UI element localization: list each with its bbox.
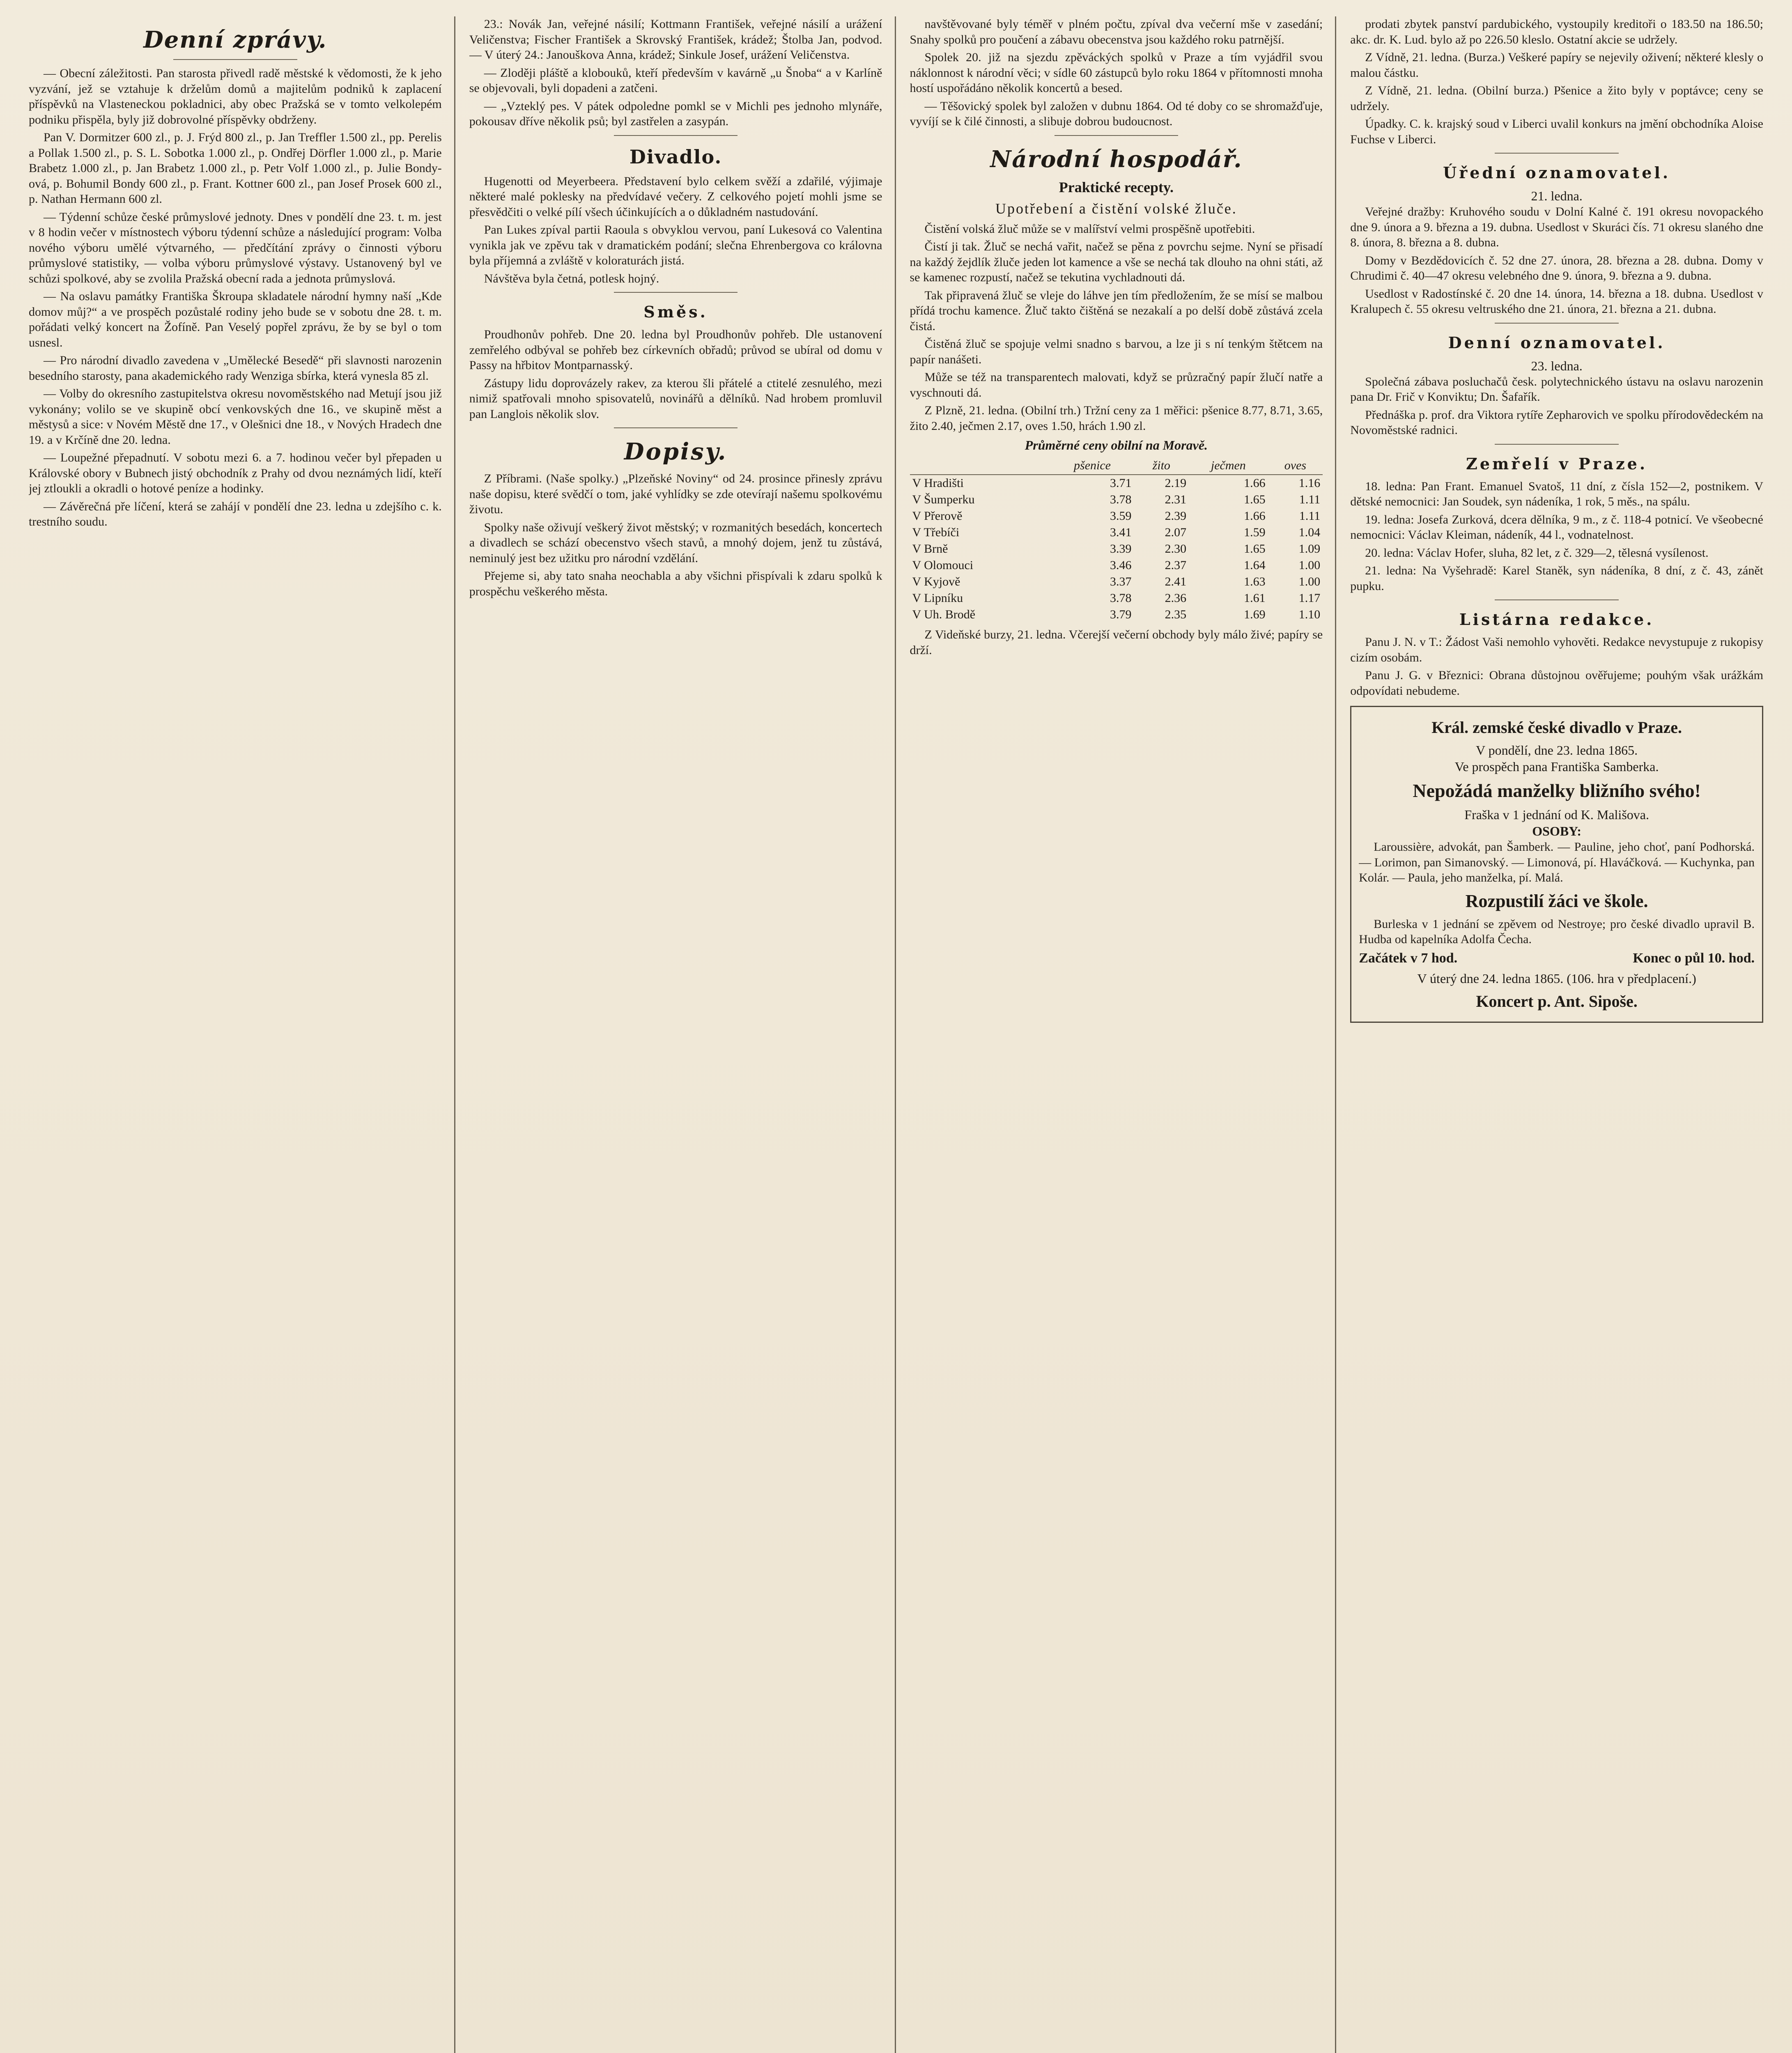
article-paragraph: — Závěrečná pře líčení, která se zahájí v pondělí dne 23. ledna u zdejšího c. k. trestního soudu.: [29, 499, 442, 528]
table-cell: V Lipníku: [912, 591, 963, 605]
obituary-entry: 19. ledna: Josefa Zurková, dcera dělníka, 9 m., z č. 118-4 potnicí. Ve všeobecné nemocnici: Václav Kleiman, nádeník, 44 l., vodnatelnost.: [1350, 512, 1763, 542]
divider: [614, 427, 738, 428]
table-cell: 2.07: [1165, 526, 1187, 539]
table-cell: V Třebíči: [912, 526, 960, 539]
article-paragraph: 23.: Novák Jan, veřejné násilí; Kottmann František, veřejné násilí a urážení Veličenstva; Fischer František a Skrovský František, krádež; Štolba Jan, podvod. — V úterý 24.: Janouškova Anna, krádež; Sinkule Josef, urážení Veličenstva.: [469, 17, 882, 62]
article-paragraph: Panu J. N. v T.: Žádost Vaši nemohlo vyhověti. Redakce nevystupuje z rukopisy cizím osobám.: [1350, 635, 1763, 664]
table-cell: 3.71: [1110, 476, 1132, 490]
table-header-cell: ječmen: [1189, 457, 1268, 475]
table-cell: V Brně: [912, 542, 948, 556]
article-paragraph: prodati zbytek panství pardubického, vystoupily kreditoři o 183.50 na 186.50; akc. dr. K. Lud. bylo až po 226.50 kleslo. Ostatní akcie se udržely.: [1350, 17, 1763, 46]
date-line: 21. ledna.: [1531, 188, 1583, 203]
table-row: [910, 590, 1323, 606]
article-paragraph: — Obecní záležitosti. Pan starosta přivedl radě městské k vědomosti, že k jeho vyzvání, jež se vztahuje k drželům domů a majitelům podniků k zaplacení příspěvků na Vlasteneckou pokladnici, aby obec Pražská se v tomto velkolepém podniku přispěla, byly již dobrovolné příspěvky obdrženy.: [29, 67, 442, 126]
article-paragraph: Proudhonův pohřeb. Dne 20. ledna byl Proudhonův pohřeb. Dle ustanovení zemřelého odbýval se pohřeb bez církevních obřadů; průvod se ubíral od domu v Passy na hřbitov Montparnasský.: [469, 328, 882, 372]
table-cell: 2.19: [1165, 476, 1187, 490]
table-cell: 1.69: [1244, 608, 1266, 621]
table-cell: 1.64: [1244, 558, 1266, 572]
divider: [1495, 444, 1619, 445]
table-cell: V Hradišti: [912, 476, 964, 490]
article-paragraph: — Volby do okresního zastupitelstva okresu novoměstského nad Metují jsou již vykonány; volilo se ve skupině obcí venkovských dne 16., ve skupině měst a městysů a sice: v Novém Městě dne 17., v Olešnici dne 18., v Nových Hradech dne 19. a v Krčíně dne 20. ledna.: [29, 387, 442, 447]
article-paragraph: Společná zábava posluchačů česk. polytechnického ústavu na oslavu narozenin pana Dr. Frič v Konviktu; Dn. Šafařík.: [1350, 374, 1763, 404]
table-cell: 3.59: [1110, 509, 1132, 523]
table-row: [910, 524, 1323, 541]
obituary-entry: 20. ledna: Václav Hofer, sluha, 82 let, z č. 329—2, tělesná vysílenost.: [1365, 546, 1709, 560]
table-cell: 3.78: [1110, 591, 1132, 605]
table-cell: V Uh. Brodě: [912, 608, 976, 621]
table-cell: 1.17: [1298, 591, 1321, 605]
table-cell: 1.09: [1298, 542, 1321, 556]
table-cell: 1.11: [1299, 509, 1321, 523]
article-paragraph: Z Vídně, 21. ledna. (Obilní burza.) Pšenice a žito byly v poptávce; ceny se udržely.: [1350, 84, 1763, 113]
table-cell: 3.78: [1110, 493, 1132, 506]
table-cell: 2.39: [1165, 509, 1187, 523]
divider: [173, 59, 297, 60]
article-paragraph: Z Plzně, 21. ledna. (Obilní trh.) Tržní ceny za 1 měřici: pšenice 8.77, 8.71, 3.65, žito 2.40, ječmen 2.17, oves 1.50, hrách 1.90 zl.: [910, 404, 1323, 433]
subheader-volska-zluc: Upotřebení a čistění volské žluče.: [995, 200, 1237, 217]
section-header-narodni-hospodar: Národní hospodář.: [990, 145, 1243, 173]
divider: [614, 135, 738, 136]
table-row: [910, 557, 1323, 574]
article-paragraph: Zástupy lidu doprovázely rakev, za kterou šli přátelé a ctitelé zesnulého, mezi nimiž spatřovali mnoho spisovatelů, novinářů a dělníků. Nad hrobem promluvil pan Langlois několik slov.: [469, 376, 882, 421]
article-paragraph: — „Vzteklý pes. V pátek odpoledne pomkl se v Michli pes jednoho mlynáře, pokousav dříve několik psů; byl zastřelen a zasypán.: [469, 99, 882, 128]
table-header-row: [910, 457, 1323, 475]
table-cell: 1.65: [1244, 493, 1266, 506]
table-cell: 1.59: [1244, 526, 1266, 539]
table-cell: 2.35: [1165, 608, 1187, 621]
second-play-description: Burleska v 1 jednání se zpěvem od Nestroye; pro české divadlo upravil B. Hudba od kapelníka Adolfa Čecha.: [1359, 917, 1755, 946]
article-paragraph: Čistěná žluč se spojuje velmi snadno s barvou, a lze ji s ní tenkým štětcem na papír nanášeti.: [910, 337, 1323, 366]
table-cell: 2.36: [1165, 591, 1187, 605]
table-cell: 2.41: [1165, 575, 1187, 588]
table-header-cell: [910, 457, 1051, 475]
date-line: 23. ledna.: [1531, 358, 1583, 373]
theatre-announcement-box: [1350, 706, 1763, 1023]
grain-prices-header: Průměrné ceny obilní na Moravě.: [1025, 438, 1208, 452]
article-paragraph: Usedlost v Radostínské č. 20 dne 14. února, 14. března a 18. dubna. Usedlost v Kralupech č. 55 okresu veltruského dne 21. února, 21. března a 21. dubna.: [1350, 287, 1763, 316]
article-paragraph: Čistí ji tak. Žluč se nechá vařit, načež se pěna z povrchu sejme. Nyní se přisadí na každý žejdlík žluče jeden lot kamence a vše se nechá tak dlouho na ohni státi, až se kamenec rozpustí, načež se tekutina vychladnouti dá.: [910, 240, 1323, 284]
article-paragraph: Tak připravená žluč se vleje do láhve jen tím předložením, že se mísí se malbou přídá trochu kamence. Žluč takto čištěná se nezakalí a po delší době zůstává zcela čistá.: [910, 288, 1323, 333]
start-time: Začátek v 7 hod.: [1359, 950, 1458, 966]
table-cell: V Kyjově: [912, 575, 960, 588]
divider: [1495, 599, 1619, 600]
table-cell: 1.04: [1298, 526, 1321, 539]
table-row: [910, 574, 1323, 590]
article-paragraph: — Pro národní divadlo zavedena v „Umělecké Besedě“ při slavnosti narozenin besedního starosty, pana akademického rady Wenziga sbírka, která vynesla 85 zl.: [29, 354, 442, 383]
table-cell: 2.37: [1165, 558, 1187, 572]
table-cell: 1.00: [1298, 575, 1321, 588]
table-cell: 1.66: [1244, 476, 1266, 490]
table-cell: 3.37: [1110, 575, 1132, 588]
article-paragraph: Návštěva byla četná, potlesk hojný.: [484, 271, 659, 285]
article-paragraph: Z Vídně, 21. ledna. (Burza.) Veškeré papíry se nejevily oživení; některé klesly o malou částku.: [1350, 51, 1763, 80]
table-cell: 1.65: [1244, 542, 1266, 556]
table-header-cell: žito: [1134, 457, 1189, 475]
article-paragraph: Veřejné dražby: Kruhového soudu v Dolní Kalné č. 191 okresu novopackého dne 9. února a 9. března a 19. dubna. Usedlost v Skuráci čís. 71 okresu slaného dne 8. února, 8. března a 8. dubna.: [1350, 205, 1763, 249]
article-paragraph: — Týdenní schůze české průmyslové jednoty. Dnes v pondělí dne 23. t. m. jest v 8 hodin večer v místnostech výboru týdenní schůze a následující program: Volba nového výboru umělé výtvarného, — předčítání zprávy o činnosti výboru průmyslové statistiky, — volba výboru průmyslové výstavy. Ustanovený byl ve schůzi spolkové, aby se zvolila Pražská obecní rada a jednota průmyslová.: [29, 210, 442, 285]
table-cell: 3.41: [1110, 526, 1132, 539]
article-paragraph: — Těšovický spolek byl založen v dubnu 1864. Od té doby co se shromažďuje, vyvíjí se k čilé činnosti, a slibuje dobrou budoucnost.: [910, 99, 1323, 128]
table-row: [910, 606, 1323, 623]
article-paragraph: Pan Lukes zpíval partii Raoula s obvyklou vervou, paní Lukesová co Valentina vynikla jak ve zpěvu tak v dramatickém podání; slečna Ehrenbergova co královna byla příjemná a zvláště v koloraturách jistá.: [469, 223, 882, 267]
table-cell: 1.61: [1244, 591, 1266, 605]
next-performance: V úterý dne 24. ledna 1865. (106. hra v předplacení.): [1417, 971, 1696, 986]
article-paragraph: Přednáška p. prof. dra Viktora rytíře Zepharovich ve spolku přírodovědeckém na Novoměstské radnici.: [1350, 408, 1763, 437]
column-2: [469, 16, 896, 2053]
divider: [614, 292, 738, 293]
grain-prices-table: [910, 457, 1323, 623]
subheader-prakticke-recepty: Praktické recepty.: [1059, 179, 1174, 195]
table-row: [910, 491, 1323, 508]
table-body: [910, 475, 1323, 623]
article-paragraph: Hugenotti od Meyerbeera. Představení bylo celkem svěží a zdařilé, výjimaje některé malé poklesky na předvídavé večery. Z celkového pojetí mohli jsme se přesvědčiti o velké pílí všech účinkujících a o důkladném nastudování.: [469, 174, 882, 219]
showtimes: [1359, 951, 1755, 966]
table-cell: 3.46: [1110, 558, 1132, 572]
table-cell: 1.00: [1298, 558, 1321, 572]
table-row: [910, 475, 1323, 491]
table-cell: V Olomouci: [912, 558, 974, 572]
section-header-divadlo: Divadlo.: [629, 145, 722, 168]
article-paragraph: — Zloději pláště a klobouků, kteří především v kavárně „u Šnoba“ a v Karlíně se objevovali, byli dopadeni a zatčeni.: [469, 66, 882, 95]
theatre-benefit: Ve prospěch pana Františka Samberka.: [1454, 759, 1659, 774]
section-header-listarna: Listárna redakce.: [1459, 610, 1654, 629]
divider: [1495, 323, 1619, 324]
theatre-date: V pondělí, dne 23. ledna 1865.: [1476, 743, 1638, 758]
table-header-cell: oves: [1268, 457, 1323, 475]
table-cell: 3.79: [1110, 608, 1132, 621]
table-cell: V Přerově: [912, 509, 963, 523]
table-cell: 1.11: [1299, 493, 1321, 506]
divider: [1495, 153, 1619, 154]
article-paragraph: Z Videňské burzy, 21. ledna. Včerejší večerní obchody byly málo živé; papíry se drží.: [910, 628, 1323, 657]
cast-heading: OSOBY:: [1532, 824, 1581, 838]
article-paragraph: Úpadky. C. k. krajský soud v Liberci uvalil konkurs na jmění obchodníka Aloise Fuchse v Liberci.: [1350, 117, 1763, 146]
divider: [1055, 135, 1179, 136]
article-paragraph: Spolky naše oživují veškerý život městský; v rozmanitých besedách, koncertech a divadlech se schází obecenstvo všech stavů, a mnohý dojem, jenž tu zůstává, neminulý jest bez užitku pro národní vzdělání.: [469, 520, 882, 565]
table-header-cell: pšenice: [1051, 457, 1134, 475]
table-cell: 1.10: [1298, 608, 1321, 621]
table-cell: V Šumperku: [912, 493, 975, 506]
section-header-dopisy: Dopisy.: [624, 438, 728, 465]
cast-list: Laroussière, advokát, pan Šamberk. — Pauline, jeho choť, paní Podhorská. — Lorimon, pan Simanovský. — Limonová, pí. Hlaváčková. — Kuchynka, pan Kolár. — Paula, jeho manželka, pí. Malá.: [1359, 840, 1755, 884]
obituary-entry: 18. ledna: Pan Frant. Emanuel Svatoš, 11 dní, z čísla 152—2, postnikem. V dětské nemocnici: Jan Soudek, syn nádeníka, 1 rok, 5 měs., na spálu.: [1350, 479, 1763, 508]
next-performance-title: Koncert p. Ant. Sipoše.: [1476, 992, 1638, 1010]
article-paragraph: Spolek 20. již na sjezdu zpěváckých spolků v Praze a tím vyjádřil svou náklonnost k národní věci; v sídle 60 zástupců bylo roku 1864 v přítomnosti mnoha hostí uspořádáno několik koncertů a besed.: [910, 51, 1323, 95]
table-row: [910, 508, 1323, 524]
section-header-zemreli: Zemřelí v Praze.: [1466, 454, 1648, 473]
table-cell: 1.66: [1244, 509, 1266, 523]
table-row: [910, 541, 1323, 557]
section-header-denni-zpravy: Denní zprávy.: [143, 26, 327, 53]
table-cell: 1.63: [1244, 575, 1266, 588]
article-paragraph: Přejeme si, aby tato snaha neochabla a aby všichni přispívali k zdaru spolků k prospěchu veškerého města.: [469, 569, 882, 598]
article-paragraph: — Na oslavu památky Františka Škroupa skladatele národní hymny naší „Kde domov můj?“ a ve prospěch pozůstalé rodiny jeho bude se v sobotu dne 28. t. m. pořádati velký koncert na Žofíně. Pan Veselý popřel zprávu, že by se byl o tom usnesl.: [29, 289, 442, 349]
end-time: Konec o půl 10. hod.: [1633, 950, 1755, 966]
play-title: Nepožádá manželky bližního svého!: [1413, 780, 1701, 801]
article-paragraph: Z Příbrami. (Naše spolky.) „Plzeňské Noviny“ od 24. prosince přinesly zprávu naše dopisu, které svědčí o tom, jaké vyhlídky se zde otevírají našemu spolkovému životu.: [469, 472, 882, 516]
table-cell: 1.16: [1298, 476, 1321, 490]
article-paragraph: Čistění volská žluč může se v malířství velmi prospěšně upotřebiti.: [924, 222, 1255, 236]
play-subtitle: Fraška v 1 jednání od K. Mališova.: [1464, 807, 1649, 822]
theatre-title: Král. zemské české divadlo v Praze.: [1431, 718, 1682, 737]
columns: [29, 16, 1763, 2053]
section-header-denni-oznamovatel: Denní oznamovatel.: [1448, 333, 1666, 352]
obituary-entry: 21. ledna: Na Vyšehradě: Karel Staněk, syn nádeníka, 8 dní, z č. 43, zánět pupku.: [1350, 564, 1763, 593]
column-1: [29, 16, 455, 2053]
column-3: [910, 16, 1337, 2053]
article-paragraph: Domy v Bezdědovicích č. 52 dne 27. února, 28. března a 28. dubna. Domy v Chrudimi č. 40—47 okresu velebného dne 9. února, 9. března a 9. dubna.: [1350, 253, 1763, 282]
section-header-smes: Směs.: [643, 303, 708, 321]
article-paragraph: Panu J. G. v Březnici: Obrana důstojnou ověřujeme; pouhým však urážkám odpovídati nebudeme.: [1350, 668, 1763, 698]
table-cell: 2.30: [1165, 542, 1187, 556]
column-4: [1350, 16, 1763, 2053]
article-paragraph: navštěvované byly téměř v plném počtu, zpíval dva večerní mše v zasedání; Snahy spolků pro poučení a zábavu obecenstva jsou každého roku patrnější.: [910, 17, 1323, 46]
table-cell: 3.39: [1110, 542, 1132, 556]
article-paragraph: — Loupežné přepadnutí. V sobotu mezi 6. a 7. hodinou večer byl přepaden u Královské obory v Bubnech jistý obchodník z Prahy od dvou neznámých lidí, kteří jej ztloukli a okradli o hotové peníze a hodinky.: [29, 451, 442, 495]
section-header-uredni-oznamovatel: Úřední oznamovatel.: [1443, 163, 1671, 182]
article-paragraph: Může se též na transparentech malovati, když se průzračný papír žlučí natře a vyschnouti dá.: [910, 370, 1323, 400]
table-cell: 2.31: [1165, 493, 1187, 506]
second-play-title: Rozpustilí žáci ve škole.: [1465, 891, 1648, 911]
article-paragraph: Pan V. Dormitzer 600 zl., p. J. Frýd 800 zl., p. Jan Treffler 1.500 zl., pp. Perelis a Pollak 1.500 zl., p. S. L. Sobotka 1.000 zl., p. Ondřej Dörfler 1.000 zl., p. Marie Brabetz 1.000 zl., p. Jan Brabetz 1.000 zl., p. Petr Volf 1.000 zl., p. Julie Bondy-ová, p. Bohumil Bondy 600 zl., p. Frant. Kottner 600 zl., pan Josef Prosek 600 zl., p. Nathan Hermann 600 zl.: [29, 131, 442, 206]
